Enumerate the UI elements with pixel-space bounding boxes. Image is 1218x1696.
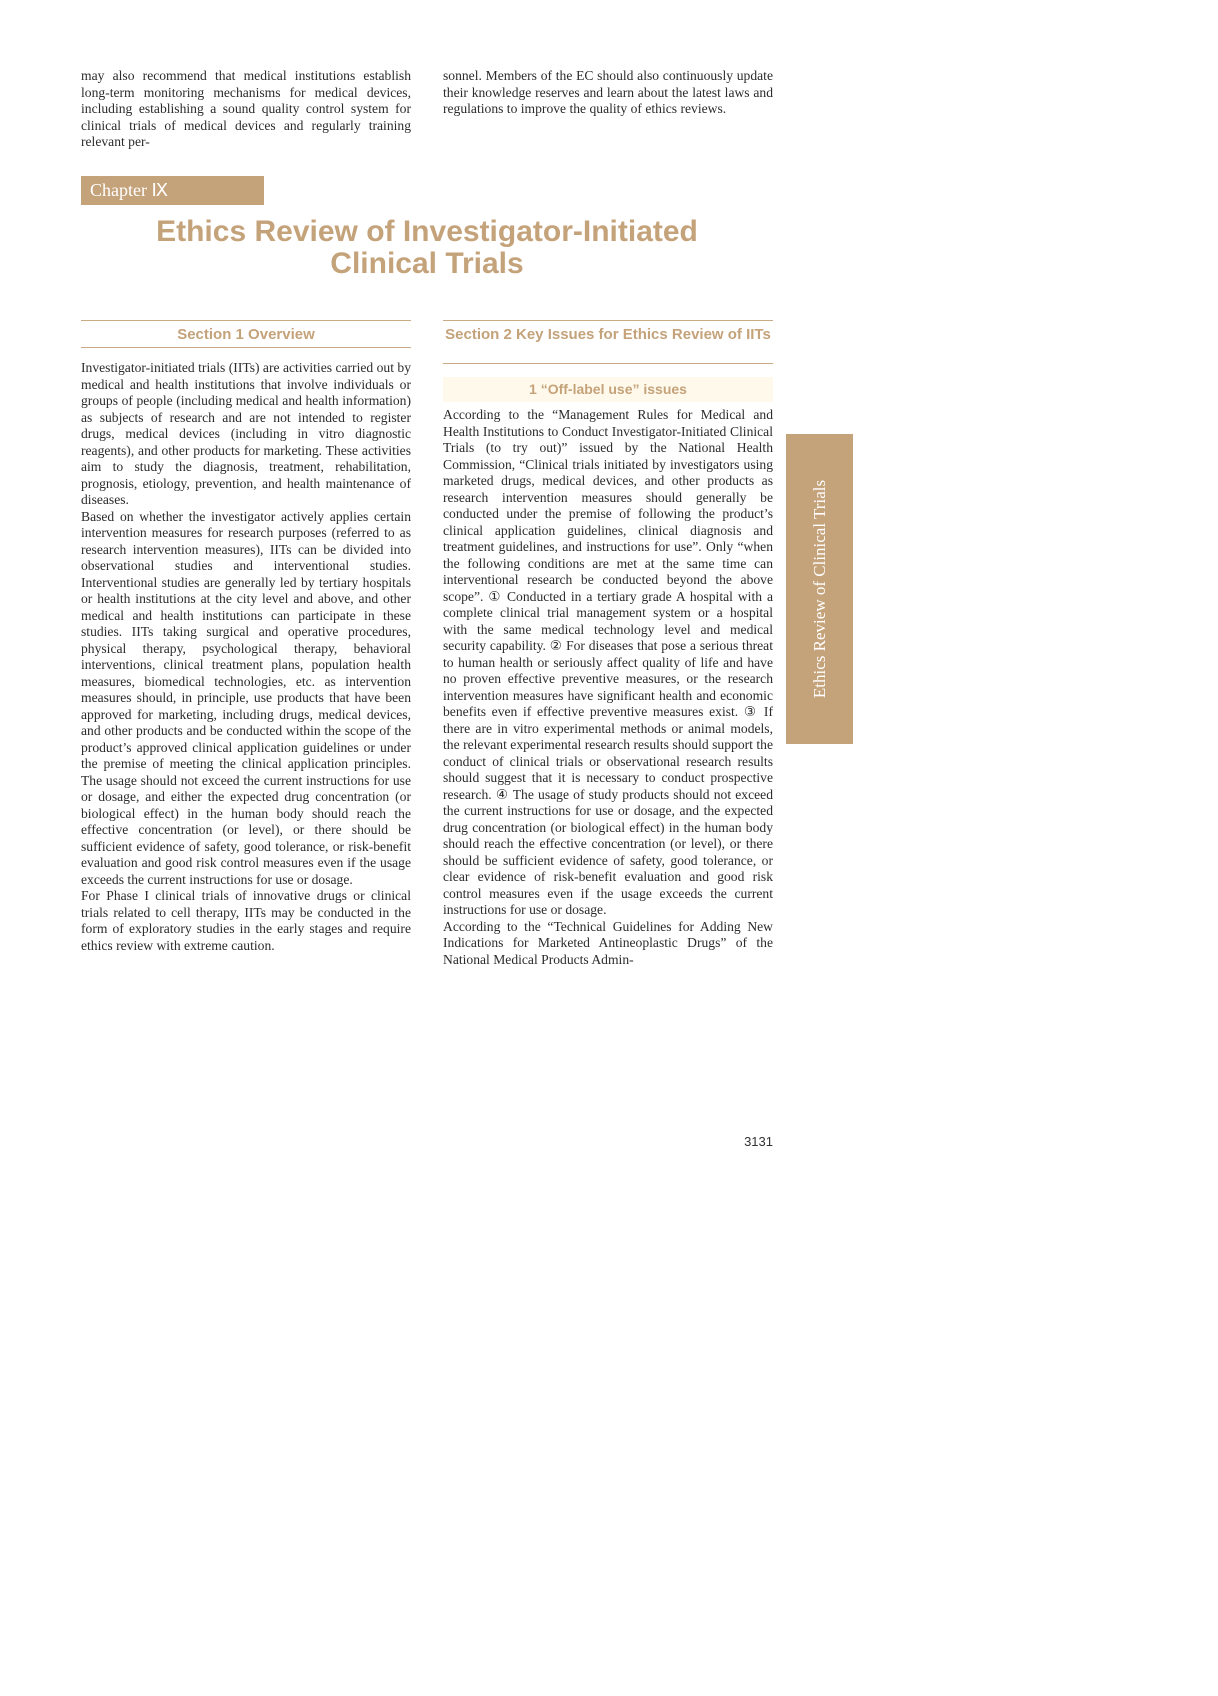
paragraph: may also recommend that medical institutions establish long-term monitoring mechanisms for medical devices, including establishing a sound quality control system for clinical trials of medical devices and regularly training relevant per-	[81, 68, 411, 149]
chapter-label: Chapter Ⅸ	[81, 176, 264, 205]
side-tab	[786, 434, 853, 744]
section2-heading: Section 2 Key Issues for Ethics Review of IITs	[443, 320, 773, 364]
section1-heading: Section 1 Overview	[81, 320, 411, 348]
paragraph: For Phase I clinical trials of innovative drugs or clinical trials related to cell therapy, IITs may be conducted in the form of exploratory studies in the early stages and require ethics review with extreme caution.	[81, 888, 411, 953]
chapter-title-line2: Clinical Trials	[330, 247, 524, 280]
top-left-text	[81, 68, 411, 151]
top-right-text	[443, 68, 773, 118]
paragraph: Based on whether the investigator actively applies certain intervention measures for research purposes (referred to as research intervention measures), IITs can be divided into observational studies and interventional studies. Interventional studies are generally led by tertiary hospitals or health institutions at the city level and above, and other medical and health institutions can participate in these studies. IITs taking surgical and operative procedures, physical therapy, psychological therapy, behavioral interventions, clinical treatment plans, population health measures, biomedical technologies, etc. as intervention measures should, in principle, use products that have been approved for marketing, including drugs, medical devices, and other products and be conducted within the scope of the product’s approved clinical application guidelines or under the premise of meeting the clinical application principles. The usage should not exceed the current instructions for use or dosage, and either the expected drug concentration (or biological effect) in the human body should reach the effective concentration (or level), or there should be sufficient evidence of safety, good tolerance, or risk-benefit evaluation and good risk control measures even if the usage exceeds the current instructions for use or dosage.	[81, 508, 411, 887]
section1-body	[81, 360, 411, 954]
chapter-title-line1: Ethics Review of Investigator-Initiated	[156, 215, 698, 248]
paragraph: Investigator-initiated trials (IITs) are activities carried out by medical and health institutions that involve individuals or groups of people (including medical and health information) as subjects of research and are not intended to register drugs, medical devices (including in vitro diagnostic reagents), and other products for marketing. These activities aim to study the diagnosis, treatment, rehabilitation, prognosis, etiology, prevention, and health maintenance of diseases.	[81, 360, 411, 507]
paragraph: According to the “Technical Guidelines for Adding New Indications for Marketed Antineoplastic Drugs” of the National Medical Products Admin-	[443, 918, 773, 967]
page-number: 3131	[744, 1134, 773, 1149]
side-tab-label: Ethics Review of Clinical Trials	[809, 479, 829, 699]
section2-body	[443, 407, 773, 968]
section2-subheading: 1 “Off-label use” issues	[443, 377, 773, 402]
paragraph: sonnel. Members of the EC should also continuously update their knowledge reserves and learn about the latest laws and regulations to improve the quality of ethics reviews.	[443, 68, 773, 116]
chapter-title	[81, 216, 773, 280]
paragraph: According to the “Management Rules for Medical and Health Institutions to Conduct Investigator-Initiated Clinical Trials (to try out)” issued by the National Health Commission, “Clinical trials initiated by investigators using marketed drugs, medical devices, and other products as research intervention measures should generally be conducted under the premise of following the product’s clinical application guidelines, clinical diagnosis and treatment guidelines, and instructions for use”. Only “when the following conditions are met at the same time can interventional research be conducted beyond the above scope”. ① Conducted in a tertiary grade A hospital with a complete clinical trial management system or a hospital with the same medical technology level and medical security capability. ② For diseases that pose a serious threat to human health or seriously affect quality of life and have no proven effective preventive measures, or the research intervention measures have significant health and economic benefits even if effective preventive measures exist. ③ If there are in vitro experimental methods or animal models, the relevant experimental research results should support the conduct of clinical trials or observational research results should suggest that it is necessary to conduct prospective research. ④ The usage of study products should not exceed the current instructions for use or dosage, and the expected drug concentration (or biological effect) in the human body should reach the effective concentration (or level), or there should be sufficient evidence of safety, good tolerance, or clear evidence of risk-benefit evaluation and good risk control measures even if the usage exceeds the current instructions for use or dosage.	[443, 407, 773, 917]
